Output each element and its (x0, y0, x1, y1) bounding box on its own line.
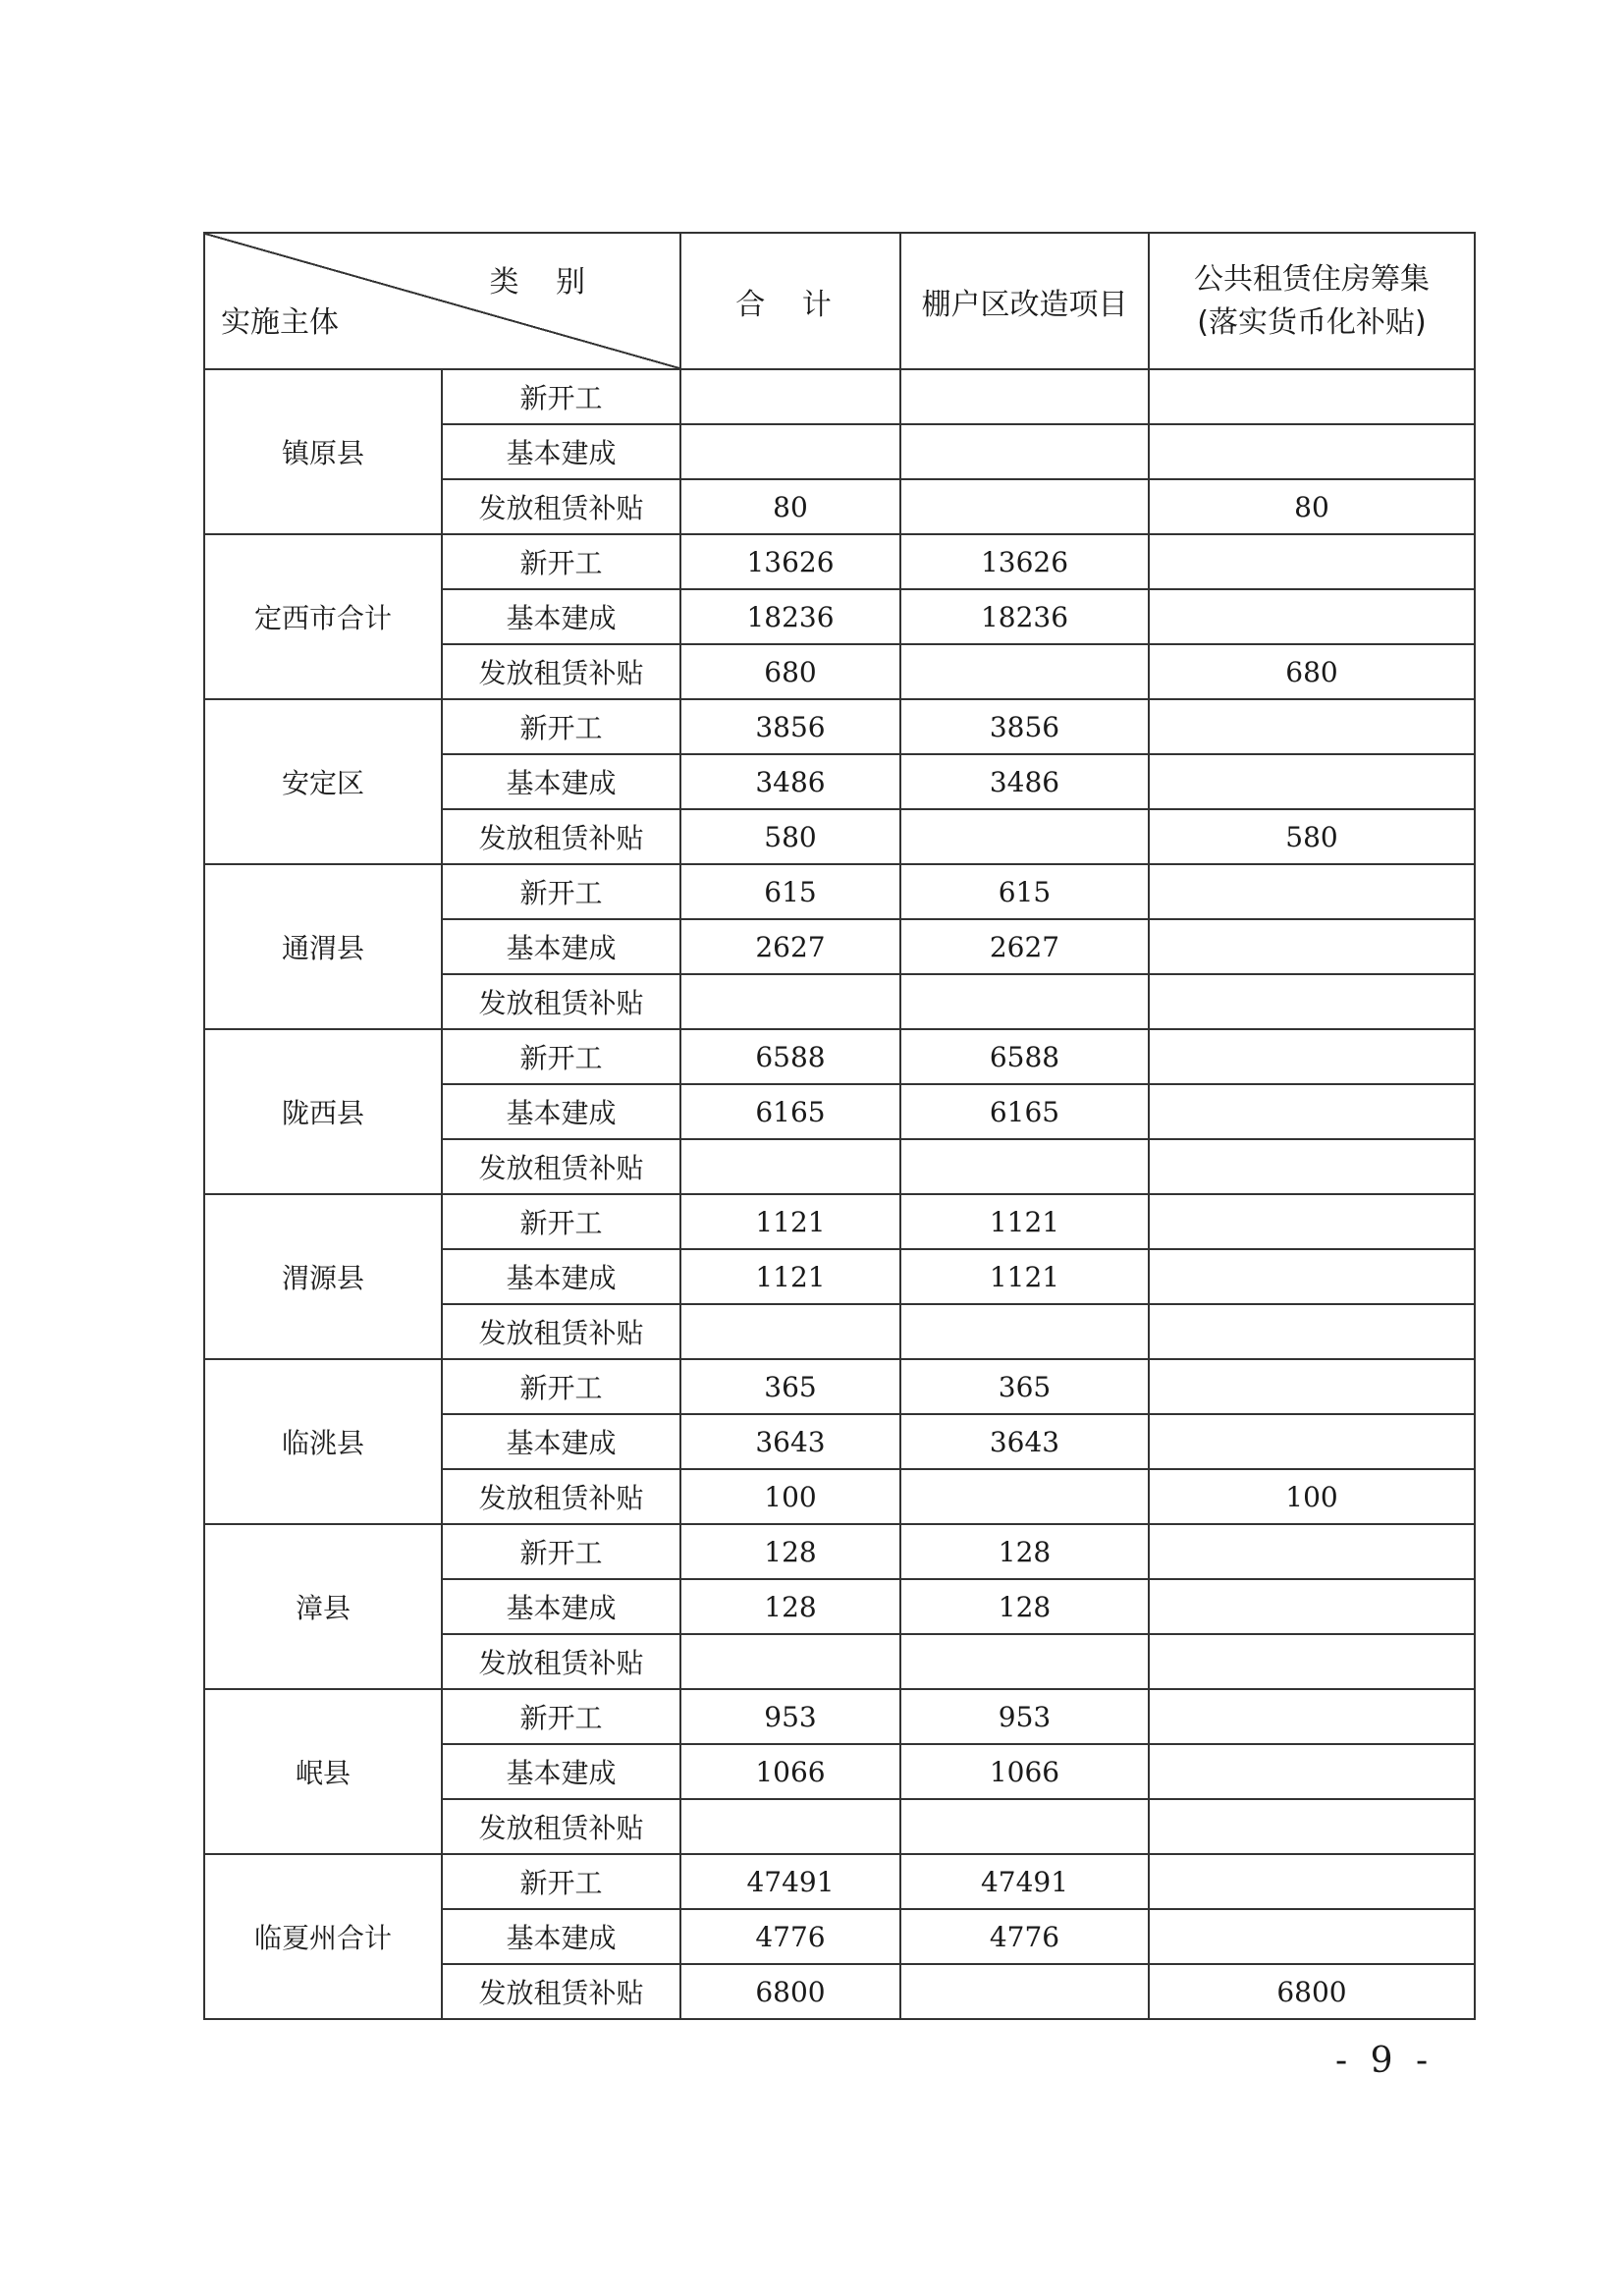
total-cell (680, 369, 900, 424)
shantytown-cell: 6165 (900, 1084, 1149, 1139)
category-cell: 新开工 (442, 699, 680, 754)
rental-cell (1149, 589, 1475, 644)
table-body (204, 369, 1475, 2019)
total-cell: 6165 (680, 1084, 900, 1139)
table-row (204, 1524, 1475, 1579)
rental-cell: 80 (1149, 479, 1475, 534)
rental-cell (1149, 699, 1475, 754)
total-cell (680, 1634, 900, 1689)
table-row (204, 699, 1475, 754)
housing-data-table (203, 232, 1476, 2020)
page-number: - 9 - (1335, 2041, 1434, 2081)
shantytown-cell: 615 (900, 864, 1149, 919)
table-row (204, 1194, 1475, 1249)
total-cell: 3643 (680, 1414, 900, 1469)
rental-cell (1149, 864, 1475, 919)
table-row (204, 864, 1475, 919)
shantytown-cell: 13626 (900, 534, 1149, 589)
entity-cell: 陇西县 (204, 1029, 442, 1194)
shantytown-cell (900, 1634, 1149, 1689)
category-cell: 新开工 (442, 1029, 680, 1084)
shantytown-cell (900, 1469, 1149, 1524)
entity-cell: 临洮县 (204, 1359, 442, 1524)
category-cell: 新开工 (442, 1194, 680, 1249)
shantytown-cell: 953 (900, 1689, 1149, 1744)
rental-cell: 6800 (1149, 1964, 1475, 2019)
total-cell: 13626 (680, 534, 900, 589)
category-cell: 新开工 (442, 864, 680, 919)
total-cell: 4776 (680, 1909, 900, 1964)
total-cell: 6800 (680, 1964, 900, 2019)
category-cell: 基本建成 (442, 589, 680, 644)
category-cell: 发放租赁补贴 (442, 809, 680, 864)
rental-cell (1149, 1249, 1475, 1304)
total-cell: 47491 (680, 1854, 900, 1909)
category-cell: 基本建成 (442, 1579, 680, 1634)
rental-cell (1149, 754, 1475, 809)
shantytown-cell: 1121 (900, 1249, 1149, 1304)
rental-cell (1149, 1029, 1475, 1084)
rental-cell (1149, 1799, 1475, 1854)
total-cell: 2627 (680, 919, 900, 974)
total-cell (680, 1304, 900, 1359)
shantytown-cell: 3856 (900, 699, 1149, 754)
rental-cell (1149, 1854, 1475, 1909)
rental-cell (1149, 1909, 1475, 1964)
shantytown-cell: 4776 (900, 1909, 1149, 1964)
table-header-row (204, 233, 1475, 369)
category-cell: 基本建成 (442, 1744, 680, 1799)
category-cell: 新开工 (442, 1359, 680, 1414)
total-cell: 3856 (680, 699, 900, 754)
table-row (204, 534, 1475, 589)
rental-cell (1149, 1139, 1475, 1194)
shantytown-cell (900, 424, 1149, 479)
category-cell: 发放租赁补贴 (442, 974, 680, 1029)
total-cell: 953 (680, 1689, 900, 1744)
total-cell: 80 (680, 479, 900, 534)
category-cell: 发放租赁补贴 (442, 644, 680, 699)
shantytown-cell (900, 1139, 1149, 1194)
rental-cell: 100 (1149, 1469, 1475, 1524)
total-cell (680, 1799, 900, 1854)
entity-cell: 镇原县 (204, 369, 442, 534)
shantytown-cell (900, 1964, 1149, 2019)
rental-cell (1149, 1579, 1475, 1634)
shantytown-cell: 3643 (900, 1414, 1149, 1469)
shantytown-cell: 3486 (900, 754, 1149, 809)
entity-cell: 漳县 (204, 1524, 442, 1689)
rental-cell (1149, 424, 1475, 479)
shantytown-cell (900, 479, 1149, 534)
entity-cell: 安定区 (204, 699, 442, 864)
rental-cell (1149, 919, 1475, 974)
entity-cell: 渭源县 (204, 1194, 442, 1359)
rental-cell (1149, 1084, 1475, 1139)
category-cell: 发放租赁补贴 (442, 1304, 680, 1359)
category-cell: 新开工 (442, 1854, 680, 1909)
rental-cell (1149, 369, 1475, 424)
category-cell: 发放租赁补贴 (442, 1799, 680, 1854)
entity-cell: 通渭县 (204, 864, 442, 1029)
category-cell: 基本建成 (442, 919, 680, 974)
shantytown-cell: 1121 (900, 1194, 1149, 1249)
header-rental (1149, 233, 1475, 369)
total-cell: 680 (680, 644, 900, 699)
table-row (204, 1359, 1475, 1414)
total-cell: 365 (680, 1359, 900, 1414)
total-cell: 1066 (680, 1744, 900, 1799)
shantytown-cell (900, 974, 1149, 1029)
total-cell (680, 1139, 900, 1194)
shantytown-cell: 2627 (900, 919, 1149, 974)
table-row (204, 1689, 1475, 1744)
table-row (204, 1029, 1475, 1084)
rental-cell (1149, 1689, 1475, 1744)
shantytown-cell: 47491 (900, 1854, 1149, 1909)
rental-cell: 680 (1149, 644, 1475, 699)
total-cell: 18236 (680, 589, 900, 644)
rental-cell (1149, 1194, 1475, 1249)
total-cell: 100 (680, 1469, 900, 1524)
entity-cell: 定西市合计 (204, 534, 442, 699)
category-cell: 新开工 (442, 369, 680, 424)
header-shantytown: 棚户区改造项目 (900, 233, 1149, 369)
category-cell: 新开工 (442, 1689, 680, 1744)
rental-cell (1149, 1634, 1475, 1689)
shantytown-cell: 365 (900, 1359, 1149, 1414)
rental-cell (1149, 534, 1475, 589)
total-cell: 1121 (680, 1249, 900, 1304)
header-rental-line1: 公共租赁住房筹集 (1194, 261, 1430, 297)
category-cell: 基本建成 (442, 1084, 680, 1139)
shantytown-cell (900, 369, 1149, 424)
total-cell (680, 424, 900, 479)
total-cell: 6588 (680, 1029, 900, 1084)
rental-cell: 580 (1149, 809, 1475, 864)
rental-cell (1149, 1414, 1475, 1469)
entity-cell: 岷县 (204, 1689, 442, 1854)
category-cell: 发放租赁补贴 (442, 1634, 680, 1689)
table-row (204, 369, 1475, 424)
header-entity-label: 实施主体 (221, 305, 339, 340)
shantytown-cell: 1066 (900, 1744, 1149, 1799)
total-cell: 1121 (680, 1194, 900, 1249)
total-cell: 3486 (680, 754, 900, 809)
total-cell (680, 974, 900, 1029)
rental-cell (1149, 1359, 1475, 1414)
shantytown-cell (900, 644, 1149, 699)
shantytown-cell: 128 (900, 1579, 1149, 1634)
category-cell: 发放租赁补贴 (442, 1469, 680, 1524)
category-cell: 发放租赁补贴 (442, 479, 680, 534)
category-cell: 基本建成 (442, 1249, 680, 1304)
total-cell: 615 (680, 864, 900, 919)
shantytown-cell (900, 1304, 1149, 1359)
header-rental-line2: (落实货币化补贴) (1197, 304, 1427, 340)
table-row (204, 1854, 1475, 1909)
header-diagonal-cell (204, 233, 680, 369)
rental-cell (1149, 1744, 1475, 1799)
shantytown-cell (900, 1799, 1149, 1854)
shantytown-cell: 18236 (900, 589, 1149, 644)
category-cell: 基本建成 (442, 1909, 680, 1964)
shantytown-cell: 6588 (900, 1029, 1149, 1084)
category-cell: 新开工 (442, 534, 680, 589)
total-cell: 128 (680, 1524, 900, 1579)
entity-cell: 临夏州合计 (204, 1854, 442, 2019)
header-category-label: 类 别 (489, 265, 599, 300)
category-cell: 发放租赁补贴 (442, 1964, 680, 2019)
category-cell: 基本建成 (442, 1414, 680, 1469)
category-cell: 基本建成 (442, 754, 680, 809)
header-total: 合 计 (680, 233, 900, 369)
rental-cell (1149, 1524, 1475, 1579)
shantytown-cell: 128 (900, 1524, 1149, 1579)
category-cell: 基本建成 (442, 424, 680, 479)
category-cell: 发放租赁补贴 (442, 1139, 680, 1194)
rental-cell (1149, 1304, 1475, 1359)
total-cell: 128 (680, 1579, 900, 1634)
total-cell: 580 (680, 809, 900, 864)
rental-cell (1149, 974, 1475, 1029)
shantytown-cell (900, 809, 1149, 864)
category-cell: 新开工 (442, 1524, 680, 1579)
